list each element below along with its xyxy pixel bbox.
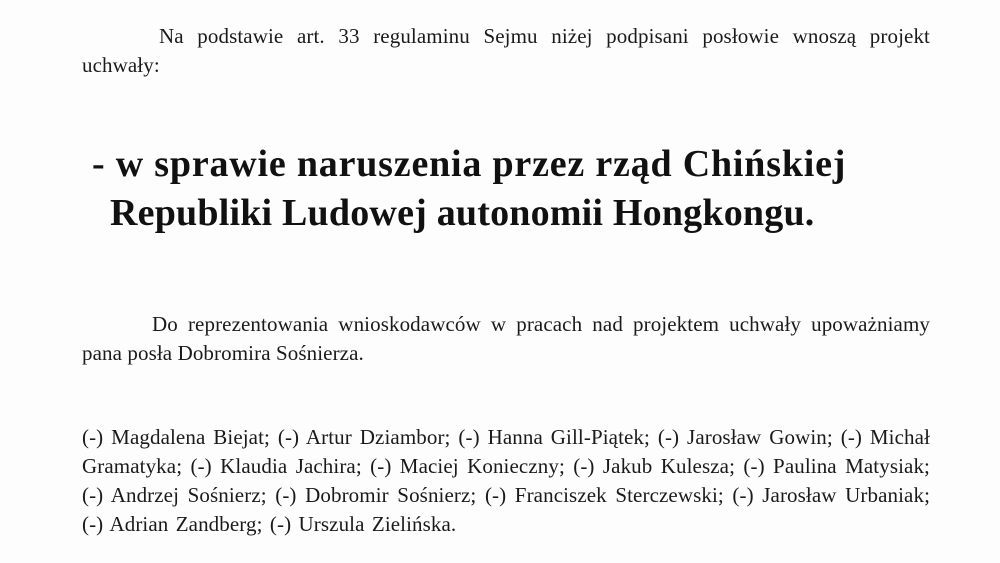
title-line-1: - w sprawie naruszenia przez rząd Chińskiej (92, 143, 847, 185)
signatures-list: (-) Magdalena Biejat; (-) Artur Dziambor; (-) Hanna Gill-Piątek; (-) Jarosław Gowin; (-) Michał Gramatyka; (-) Klaudia Jachira; (-) Maciej Konieczny; (-) Jakub Kulesza; (-) Paulina Matysiak; (-) Andrzej Sośnierz; (-) Dobromir Sośnierz; (-) Franciszek Sterczewski; (-) Jarosław Urbaniak; (-) Adrian Zandberg; (-) Urszula Zielińska. (82, 425, 930, 536)
delegate-paragraph: Do reprezentowania wnioskodawców w pracach nad projektem uchwały upoważniamy pana posła Dobromira Sośnierza. (82, 312, 930, 365)
title-line-2: Republiki Ludowej autonomii Hongkongu. (110, 192, 815, 234)
resolution-title (82, 140, 930, 238)
intro-paragraph: Na podstawie art. 33 regulaminu Sejmu niżej podpisani posłowie wnoszą projekt uchwały: (82, 24, 930, 77)
